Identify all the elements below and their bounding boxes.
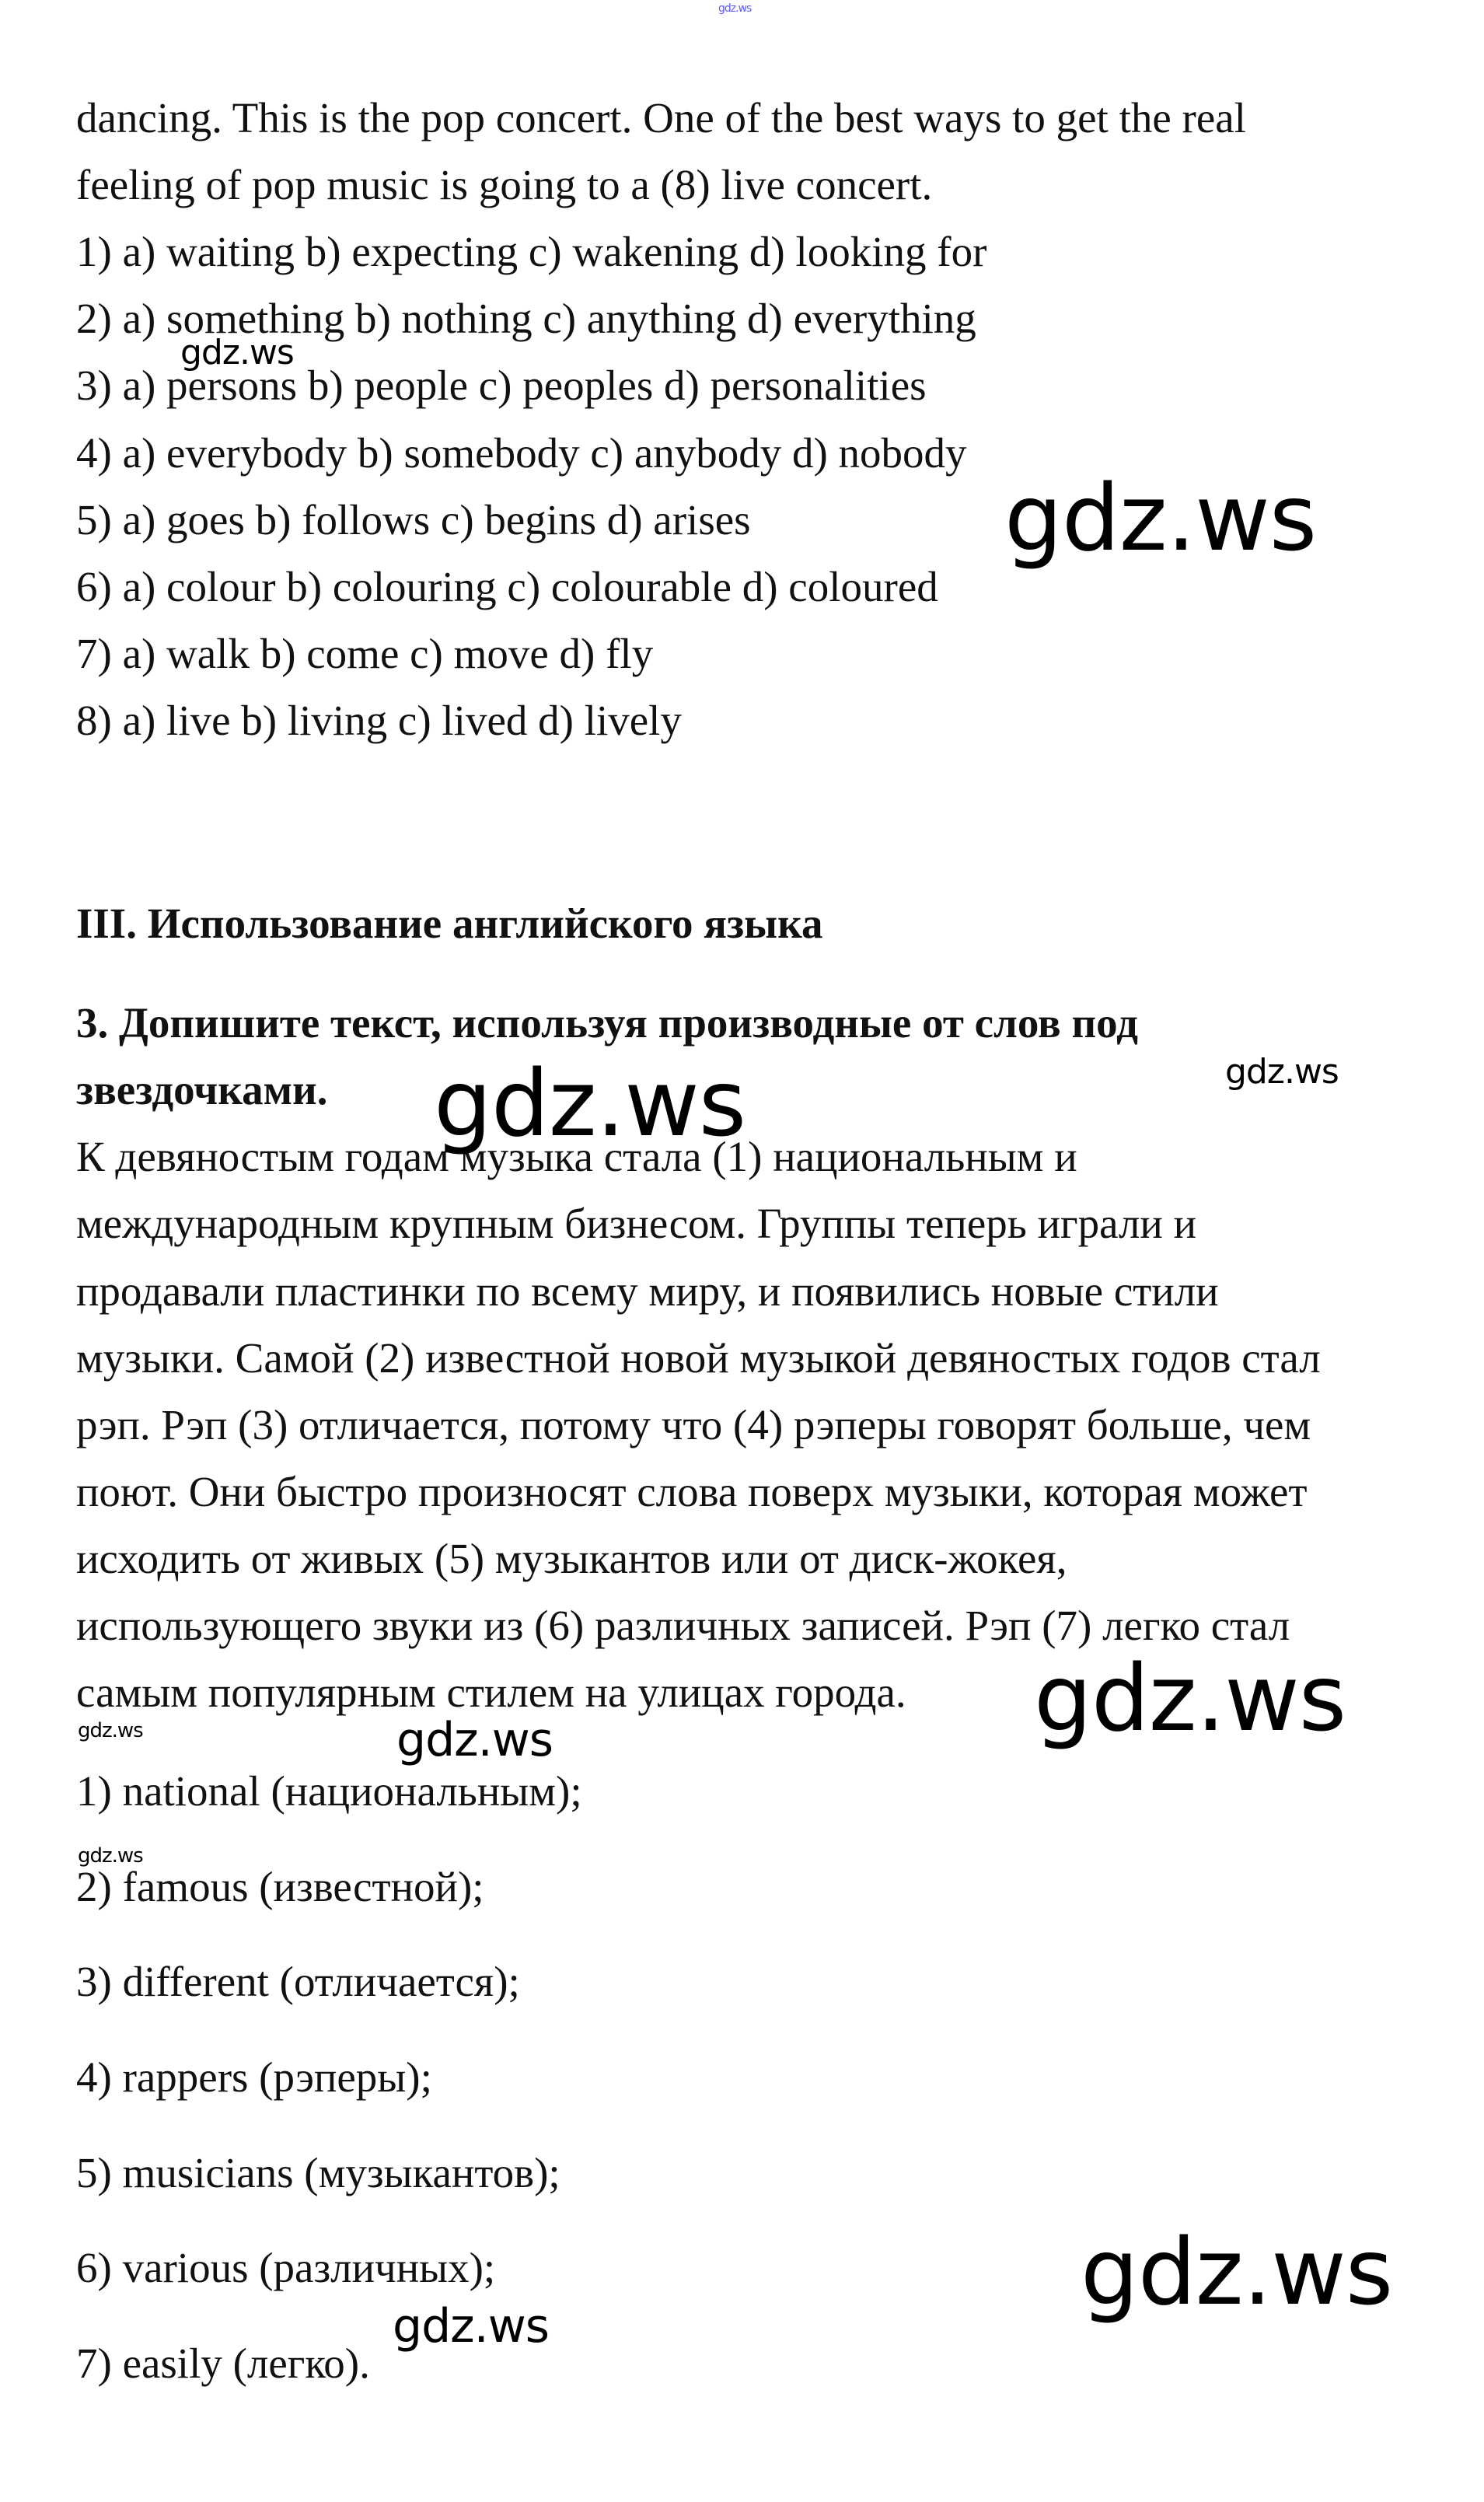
watermark-top: gdz.ws (718, 2, 752, 15)
task-text-line-2: международным крупным бизнесом. Группы теперь играли и (76, 1200, 1197, 1247)
answer-4: 4) rappers (рэперы); (76, 2053, 432, 2101)
task-heading-line-1: 3. Допишите текст, используя производные от слов под (76, 999, 1138, 1047)
task-text-line-9: самым популярным стилем на улицах города. (76, 1669, 906, 1716)
text-line-continuation-1: dancing. This is the pop concert. One of the best ways to get the real (76, 94, 1246, 142)
task-text-line-7: исходить от живых (5) музыкантов или от диск-жокея, (76, 1535, 1067, 1582)
task-text-line-3: продавали пластинки по всему миру, и появились новые стили (76, 1267, 1219, 1315)
watermark-small-2: gdz.ws (1225, 1052, 1339, 1092)
watermark-small-1: gdz.ws (180, 333, 294, 372)
watermark-medium-1: gdz.ws (396, 1713, 553, 1767)
task-text-line-6: поют. Они быстро произносят слова поверх музыки, которая может (76, 1468, 1308, 1515)
watermark-tiny-2: gdz.ws (78, 1844, 143, 1868)
option-line-5: 5) a) goes b) follows c) begins d) arises (76, 496, 751, 543)
section-heading: III. Использование английского языка (76, 900, 823, 947)
answer-6: 6) various (различных); (76, 2244, 496, 2291)
answer-2: 2) famous (известной); (76, 1863, 484, 1910)
task-text-line-5: рэп. Рэп (3) отличается, потому что (4) рэперы говорят больше, чем (76, 1401, 1311, 1448)
text-line-continuation-2: feeling of pop music is going to a (8) live concert. (76, 161, 933, 208)
watermark-large-2: gdz.ws (434, 1050, 746, 1157)
task-heading-line-2: звездочками. (76, 1066, 328, 1113)
option-line-6: 6) a) colour b) colouring c) colourable d) coloured (76, 563, 938, 610)
option-line-2: 2) a) something b) nothing c) anything d) everything (76, 295, 976, 342)
answer-5: 5) musicians (музыкантов); (76, 2149, 560, 2196)
watermark-tiny-1: gdz.ws (78, 1719, 143, 1742)
watermark-large-3: gdz.ws (1034, 1644, 1346, 1752)
answer-7: 7) easily (легко). (76, 2340, 370, 2387)
watermark-medium-2: gdz.ws (393, 2299, 550, 2353)
option-line-7: 7) a) walk b) come c) move d) fly (76, 630, 654, 677)
option-line-1: 1) a) waiting b) expecting c) wakening d) looking for (76, 228, 987, 275)
task-text-line-1: К девяностым годам музыка стала (1) национальным и (76, 1133, 1077, 1180)
option-line-4: 4) a) everybody b) somebody c) anybody d) nobody (76, 429, 967, 477)
watermark-large-4: gdz.ws (1081, 2218, 1393, 2326)
option-line-8: 8) a) live b) living c) lived d) lively (76, 697, 682, 744)
task-text-line-8: использующего звуки из (6) различных записей. Рэп (7) легко стал (76, 1602, 1290, 1649)
task-text-line-4: музыки. Самой (2) известной новой музыкой девяностых годов стал (76, 1334, 1321, 1382)
answer-3: 3) different (отличается); (76, 1958, 520, 2005)
option-line-3: 3) a) persons b) people c) peoples d) personalities (76, 362, 927, 409)
answer-1: 1) national (национальным); (76, 1767, 582, 1815)
watermark-large-1: gdz.ws (1004, 464, 1317, 571)
